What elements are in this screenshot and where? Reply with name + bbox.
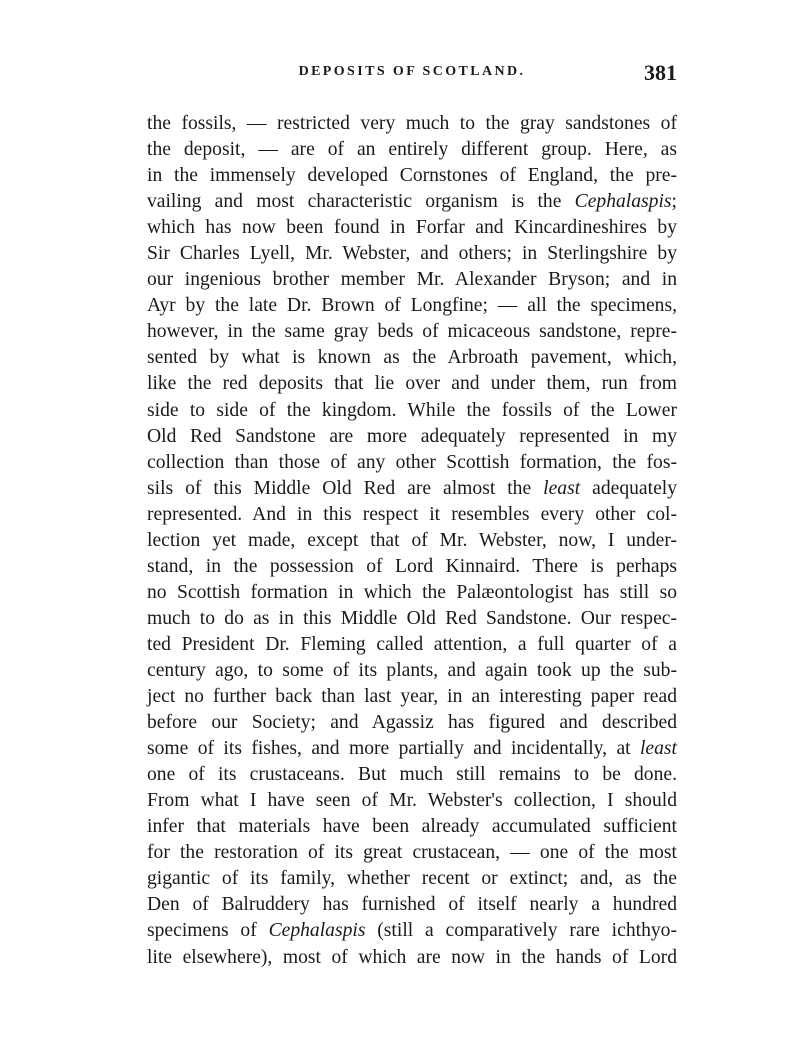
text-line: specimens of Cephalaspis (still a comparatively rare ichthyo- [147, 920, 677, 942]
text-line: our ingenious brother member Mr. Alexander Bryson; and in [147, 269, 677, 291]
text-line: gigantic of its family, whether recent or extinct; and, as the [147, 868, 677, 890]
text-line: infer that materials have been already accumulated sufficient [147, 816, 677, 838]
text-line: ject no further back than last year, in an interesting paper read [147, 686, 677, 708]
text-line: one of its crustaceans. But much still remains to be done. [147, 764, 677, 786]
text-line: like the red deposits that lie over and under them, run from [147, 373, 677, 395]
running-title: DEPOSITS OF SCOTLAND. [298, 64, 526, 79]
text-line: ted President Dr. Fleming called attention, a full quarter of a [147, 633, 677, 655]
text-line: some of its fishes, and more partially and incidentally, at least [147, 738, 677, 760]
text-line: in the immensely developed Cornstones of England, the pre- [147, 165, 677, 187]
text-line: the deposit, — are of an entirely different group. Here, as [147, 139, 677, 161]
text-line: From what I have seen of Mr. Webster's collection, I should [147, 790, 677, 812]
text-line: the fossils, — restricted very much to the gray sandstones of [147, 113, 677, 134]
text-line: collection than those of any other Scottish formation, the fos- [147, 451, 677, 473]
text-line: side to side of the kingdom. While the fossils of the Lower [147, 399, 677, 421]
text-line: Ayr by the late Dr. Brown of Longfine; — all the specimens, [147, 295, 677, 317]
text-line: century ago, to some of its plants, and again took up the sub- [147, 659, 677, 681]
running-head [147, 60, 677, 90]
text-line: stand, in the possession of Lord Kinnaird. There is perhaps [147, 555, 677, 577]
page-number: 381 [644, 60, 677, 85]
text-line: vailing and most characteristic organism is the Cephalaspis; [147, 191, 677, 213]
text-line: before our Society; and Agassiz has figured and described [147, 712, 677, 734]
text-line: much to do as in this Middle Old Red Sandstone. Our respec- [147, 607, 677, 629]
text-line: which has now been found in Forfar and Kincardineshires by [147, 217, 677, 239]
text-line: sils of this Middle Old Red are almost the least adequately [147, 477, 678, 499]
text-line: however, in the same gray beds of micaceous sandstone, repre- [147, 321, 677, 343]
body-text [147, 111, 677, 971]
text-line: sented by what is known as the Arbroath pavement, which, [147, 347, 677, 369]
text-line: Den of Balruddery has furnished of itself nearly a hundred [147, 894, 677, 916]
text-line: lite elsewhere), most of which are now in the hands of Lord [147, 946, 677, 968]
text-line: represented. And in this respect it resembles every other col- [147, 503, 677, 525]
text-line: lection yet made, except that of Mr. Webster, now, I under- [147, 529, 677, 551]
text-line: Old Red Sandstone are more adequately represented in my [147, 425, 677, 447]
text-line: Sir Charles Lyell, Mr. Webster, and others; in Sterlingshire by [147, 243, 677, 265]
text-line: for the restoration of its great crustacean, — one of the most [147, 842, 677, 864]
text-line: no Scottish formation in which the Palæontologist has still so [147, 581, 677, 603]
